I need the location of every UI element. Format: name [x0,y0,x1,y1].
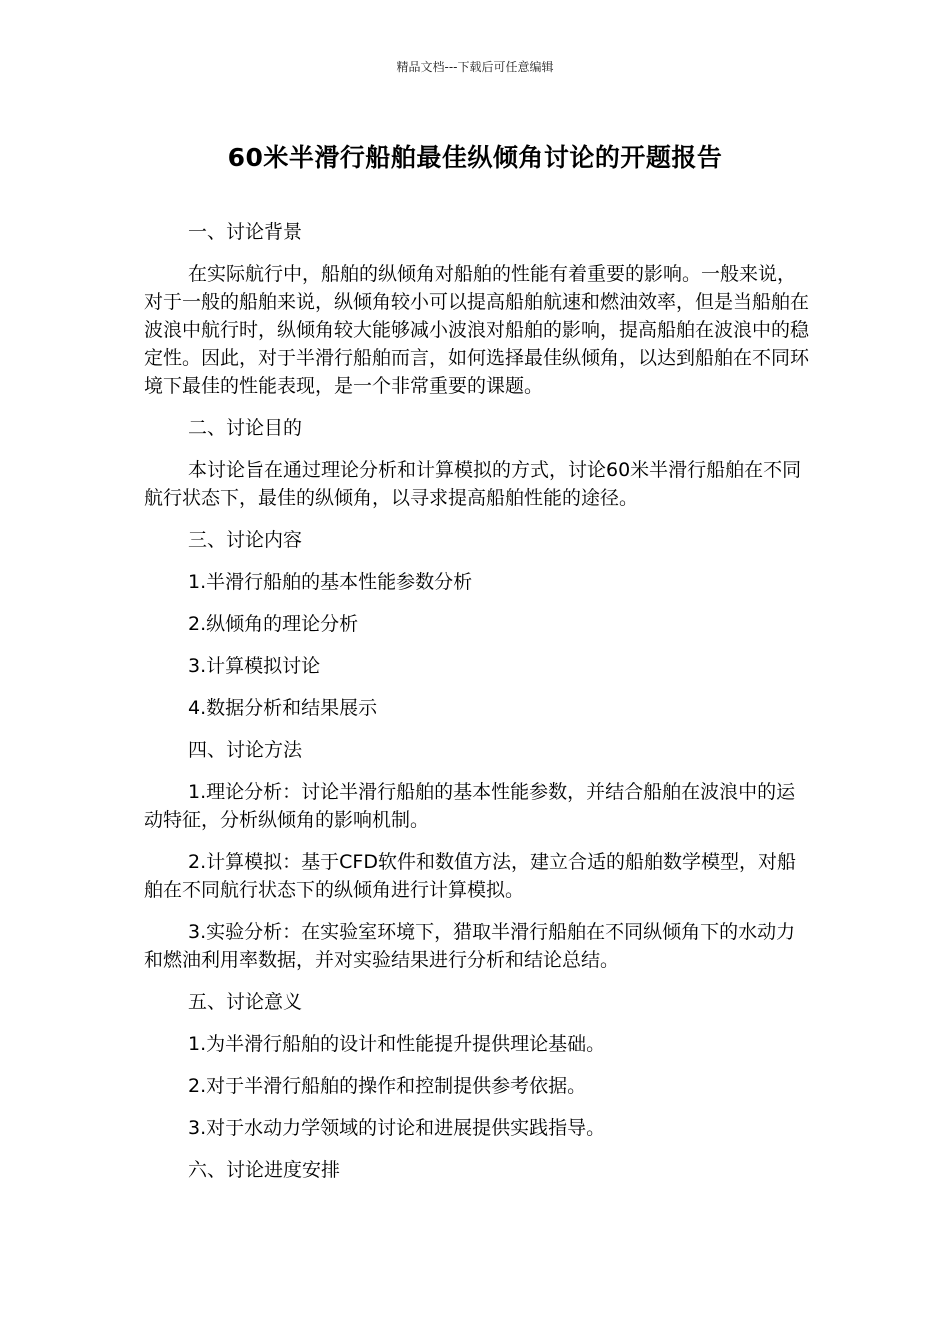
heading-significance: 五、讨论意义 [188,991,303,1013]
significance-item-1: 1.为半滑行船舶的设计和性能提升提供理论基础。 [188,1033,606,1055]
heading-method: 四、讨论方法 [188,739,303,761]
content-item-3: 3.计算模拟讨论 [188,655,321,677]
heading-content: 三、讨论内容 [188,529,303,551]
paragraph-background: 在实际航行中，船舶的纵倾角对船舶的性能有着重要的影响。一般来说，对于一般的船舶来说，纵倾角较小可以提高船舶航速和燃油效率，但是当船舶在波浪中航行时，纵倾角较大能够减小波浪对船舶的影响，提高船舶在波浪中的稳定性。因此，对于半滑行船舶而言，如何选择最佳纵倾角，以达到船舶在不同环境下最佳的性能表现，是一个非常重要的课题。 [144,263,810,397]
content-item-4: 4.数据分析和结果展示 [188,697,378,719]
content-item-1: 1.半滑行船舶的基本性能参数分析 [188,571,473,593]
heading-purpose: 二、讨论目的 [188,417,303,439]
method-item-3: 3.实验分析：在实验室环境下，猎取半滑行船舶在不同纵倾角下的水动力和燃油利用率数据，并对实验结果进行分析和结论总结。 [144,921,796,971]
content-item-2: 2.纵倾角的理论分析 [188,613,359,635]
significance-item-2: 2.对于半滑行船舶的操作和控制提供参考依据。 [188,1075,587,1097]
paragraph-purpose: 本讨论旨在通过理论分析和计算模拟的方式，讨论60米半滑行船舶在不同航行状态下，最佳的纵倾角，以寻求提高船舶性能的途径。 [144,459,802,509]
document-title: 60米半滑行船舶最佳纵倾角讨论的开题报告 [227,143,723,172]
method-item-2: 2.计算模拟：基于CFD软件和数值方法，建立合适的船舶数学模型，对船舶在不同航行状态下的纵倾角进行计算模拟。 [144,851,796,901]
page-header-note: 精品文档---下载后可任意编辑 [396,60,554,74]
significance-item-3: 3.对于水动力学领域的讨论和进展提供实践指导。 [188,1117,606,1139]
method-item-1: 1.理论分析：讨论半滑行船舶的基本性能参数，并结合船舶在波浪中的运动特征，分析纵倾角的影响机制。 [144,781,796,831]
heading-background: 一、讨论背景 [188,221,303,243]
heading-schedule: 六、讨论进度安排 [188,1159,341,1181]
document-body [144,218,810,1198]
